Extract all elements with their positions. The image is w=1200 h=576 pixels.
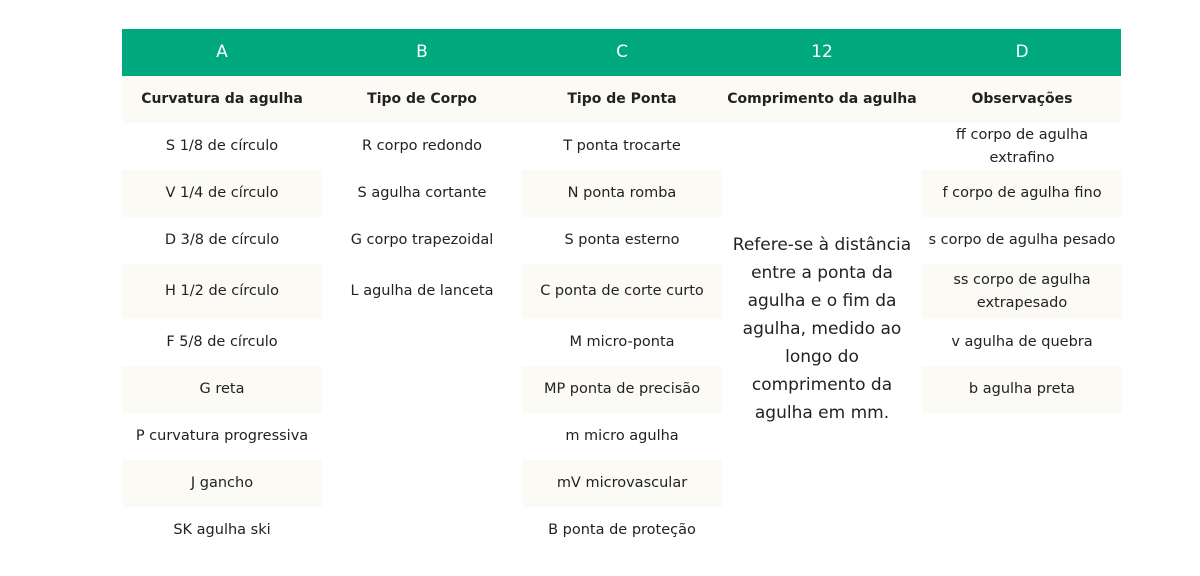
header-cell-d: D xyxy=(1015,42,1029,62)
table-cell: S ponta esterno xyxy=(564,232,680,248)
header-cell-a: A xyxy=(216,42,228,62)
table-cell: ss corpo de agulha extrapesado xyxy=(922,264,1122,319)
table-cell: f corpo de agulha fino xyxy=(922,170,1122,217)
subheader-comprimento: Comprimento da agulha xyxy=(727,91,917,107)
table-cell: C ponta de corte curto xyxy=(522,264,722,319)
table-cell: S agulha cortante xyxy=(357,185,487,201)
table-cell: R corpo redondo xyxy=(361,138,483,154)
table-cell: SK agulha ski xyxy=(173,522,271,538)
table-cell: b agulha preta xyxy=(922,366,1122,413)
table-cell: s corpo de agulha pesado xyxy=(928,232,1116,248)
table-cell: L agulha de lanceta xyxy=(350,283,494,299)
table-cell: ff corpo de agulha extrafino xyxy=(955,126,1089,166)
table-cell: G reta xyxy=(122,366,322,413)
table-cell: N ponta romba xyxy=(522,170,722,217)
table-cell: MP ponta de precisão xyxy=(522,366,722,413)
table-cell: M micro-ponta xyxy=(569,334,675,350)
table-cell: T ponta trocarte xyxy=(563,138,681,154)
table-cell: B ponta de proteção xyxy=(548,522,696,538)
table-cell: v agulha de quebra xyxy=(951,334,1093,350)
subheader-tipo-ponta: Tipo de Ponta xyxy=(567,91,677,107)
header-row xyxy=(122,29,1121,76)
subheader-observacoes: Observações xyxy=(971,91,1073,107)
table-cell: H 1/2 de círculo xyxy=(122,264,322,319)
table-cell: mV microvascular xyxy=(522,460,722,507)
header-cell-12: 12 xyxy=(811,42,833,62)
table-cell: S 1/8 de círculo xyxy=(165,138,279,154)
table-cell: F 5/8 de círculo xyxy=(166,334,278,350)
header-cell-c: C xyxy=(616,42,628,62)
header-cell-b: B xyxy=(416,42,428,62)
table-cell: P curvatura progressiva xyxy=(135,428,309,444)
table-cell: J gancho xyxy=(122,460,322,507)
subheader-row xyxy=(122,76,1121,123)
table-cell: m micro agulha xyxy=(565,428,679,444)
table-cell: D 3/8 de círculo xyxy=(164,232,280,248)
subheader-curvatura: Curvatura da agulha xyxy=(141,91,303,107)
table-cell: G corpo trapezoidal xyxy=(350,232,494,248)
table-cell: V 1/4 de círculo xyxy=(122,170,322,217)
subheader-tipo-corpo: Tipo de Corpo xyxy=(367,91,477,107)
needle-length-description: Refere-se à distância entre a ponta da agulha e o fim da agulha, medido ao longo do comprimento da agulha em mm. xyxy=(732,234,912,423)
